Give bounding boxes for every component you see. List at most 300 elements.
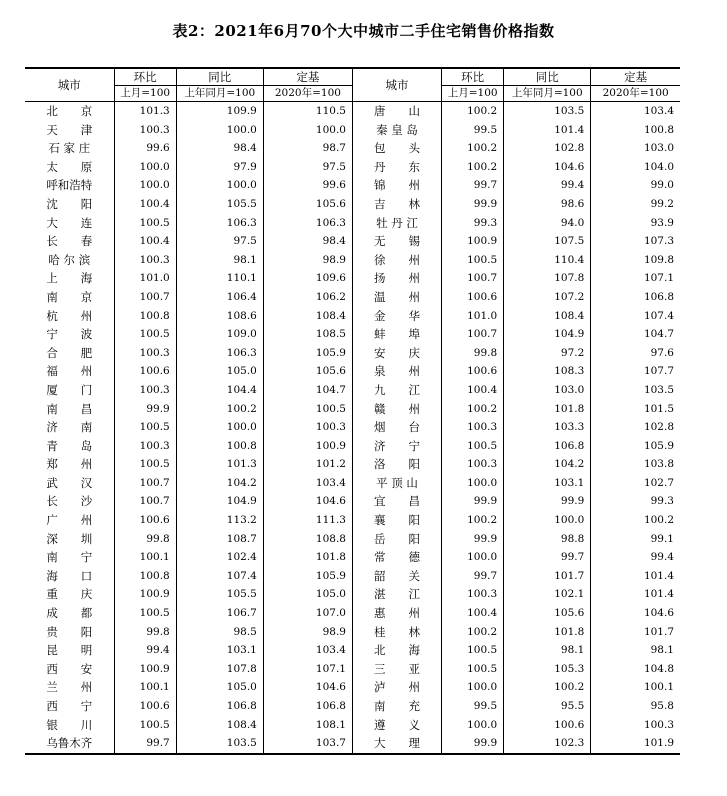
mom-value-cell: 100.5 (442, 660, 504, 679)
fixed-value-cell: 100.9 (263, 437, 352, 456)
city-name-cell: 三 亚 (352, 660, 441, 679)
fixed-value-cell: 100.2 (591, 511, 680, 530)
mom-value-cell: 101.0 (442, 307, 504, 326)
table-row (25, 288, 680, 307)
fixed-value-cell: 98.4 (263, 232, 352, 251)
city-name-cell: 长 春 (46, 234, 93, 249)
table-row (25, 585, 680, 604)
table-row (25, 121, 680, 140)
yoy-value-cell: 105.6 (504, 604, 591, 623)
yoy-value-cell: 107.5 (504, 232, 591, 251)
city-name-cell: 襄 阳 (352, 511, 441, 530)
yoy-value-cell: 104.6 (504, 158, 591, 177)
fixed-value-cell: 111.3 (263, 511, 352, 530)
fixed-value-cell: 107.3 (591, 232, 680, 251)
yoy-value-cell: 100.2 (176, 400, 263, 419)
yoy-value-cell: 107.8 (504, 269, 591, 288)
yoy-value-cell: 99.7 (504, 548, 591, 567)
fixed-value-cell: 108.8 (263, 530, 352, 549)
city-name-cell: 九 江 (352, 381, 441, 400)
yoy-value-cell: 103.1 (504, 474, 591, 493)
mom-value-cell: 99.7 (114, 734, 176, 754)
fixed-value-cell: 104.7 (263, 381, 352, 400)
city-name-cell: 岳 阳 (352, 530, 441, 549)
fixed-value-cell: 101.9 (591, 734, 680, 754)
mom-value-cell: 99.9 (442, 492, 504, 511)
city-name-cell: 乌鲁木齐 (25, 734, 114, 754)
yoy-value-cell: 104.9 (504, 325, 591, 344)
yoy-value-cell: 100.6 (504, 716, 591, 735)
city-name-cell: 烟 台 (352, 418, 441, 437)
city-name-cell: 太 原 (46, 159, 93, 174)
table-row (25, 158, 680, 177)
city-name-cell: 徐 州 (352, 251, 441, 270)
fixed-value-cell: 104.8 (591, 660, 680, 679)
mom-value-cell: 100.4 (114, 195, 176, 214)
table-row (25, 139, 680, 158)
table-title: 表2：2021年6月70个大中城市二手住宅销售价格指数 (172, 22, 555, 40)
city-name-cell: 宁 波 (46, 327, 93, 342)
city-name-cell: 厦 门 (46, 382, 93, 397)
yoy-value-cell: 100.2 (504, 678, 591, 697)
mom-value-cell: 100.3 (114, 121, 176, 140)
yoy-value-cell: 106.4 (176, 288, 263, 307)
yoy-value-cell: 106.7 (176, 604, 263, 623)
mom-value-cell: 100.1 (114, 678, 176, 697)
mom-value-cell: 99.5 (442, 697, 504, 716)
table-row (25, 418, 680, 437)
yoy-value-cell: 98.5 (176, 623, 263, 642)
mom-value-cell: 99.9 (442, 734, 504, 754)
mom-value-cell: 100.5 (114, 455, 176, 474)
table-row (25, 307, 680, 326)
mom-value-cell: 100.3 (114, 251, 176, 270)
mom-value-cell: 100.9 (114, 660, 176, 679)
mom-value-cell: 99.8 (114, 530, 176, 549)
mom-value-cell: 100.3 (442, 585, 504, 604)
header-mom-base-left: 上月=100 (114, 86, 176, 102)
mom-value-cell: 100.2 (442, 102, 504, 121)
mom-value-cell: 101.3 (114, 102, 176, 121)
table-row (25, 344, 680, 363)
mom-value-cell: 99.9 (114, 400, 176, 419)
fixed-value-cell: 100.3 (263, 418, 352, 437)
fixed-value-cell: 100.5 (263, 400, 352, 419)
header-fixed-left: 定基 (263, 68, 352, 86)
yoy-value-cell: 99.9 (504, 492, 591, 511)
table-row (25, 492, 680, 511)
table-row (25, 604, 680, 623)
fixed-value-cell: 98.7 (263, 139, 352, 158)
city-name-cell: 武 汉 (46, 475, 93, 490)
table-row (25, 716, 680, 735)
fixed-value-cell: 104.6 (591, 604, 680, 623)
fixed-value-cell: 101.4 (591, 585, 680, 604)
fixed-value-cell: 99.0 (591, 176, 680, 195)
mom-value-cell: 100.7 (442, 325, 504, 344)
city-name-cell: 南 宁 (46, 550, 93, 565)
table-row (25, 567, 680, 586)
city-name-cell: 北 京 (46, 104, 93, 118)
yoy-value-cell: 97.2 (504, 344, 591, 363)
mom-value-cell: 99.5 (442, 121, 504, 140)
fixed-value-cell: 109.6 (263, 269, 352, 288)
fixed-value-cell: 101.7 (591, 623, 680, 642)
city-name-cell: 重 庆 (46, 587, 93, 602)
table-row (25, 623, 680, 642)
mom-value-cell: 100.6 (442, 288, 504, 307)
mom-value-cell: 100.2 (442, 400, 504, 419)
city-name-cell: 贵 阳 (46, 624, 93, 639)
fixed-value-cell: 103.7 (263, 734, 352, 754)
fixed-value-cell: 107.1 (591, 269, 680, 288)
fixed-value-cell: 103.4 (591, 102, 680, 121)
mom-value-cell: 100.0 (442, 678, 504, 697)
yoy-value-cell: 110.4 (504, 251, 591, 270)
header-yoy-left: 同比 (176, 68, 263, 86)
yoy-value-cell: 97.5 (176, 232, 263, 251)
table-row (25, 548, 680, 567)
yoy-value-cell: 104.2 (176, 474, 263, 493)
city-name-cell: 宜 昌 (352, 492, 441, 511)
price-index-table (25, 67, 680, 755)
yoy-value-cell: 104.2 (504, 455, 591, 474)
yoy-value-cell: 99.4 (504, 176, 591, 195)
header-yoy-right: 同比 (504, 68, 591, 86)
yoy-value-cell: 100.0 (176, 176, 263, 195)
yoy-value-cell: 109.9 (176, 102, 263, 121)
mom-value-cell: 99.8 (442, 344, 504, 363)
yoy-value-cell: 98.1 (504, 641, 591, 660)
city-name-cell: 湛 江 (352, 585, 441, 604)
fixed-value-cell: 103.5 (591, 381, 680, 400)
city-name-cell: 安 庆 (352, 344, 441, 363)
yoy-value-cell: 102.4 (176, 548, 263, 567)
yoy-value-cell: 110.1 (176, 269, 263, 288)
yoy-value-cell: 105.0 (176, 362, 263, 381)
mom-value-cell: 100.3 (442, 455, 504, 474)
city-name-cell: 呼和浩特 (46, 178, 93, 193)
mom-value-cell: 100.1 (114, 548, 176, 567)
fixed-value-cell: 99.1 (591, 530, 680, 549)
fixed-value-cell: 106.8 (263, 697, 352, 716)
city-name-cell: 平 顶 山 (352, 474, 441, 493)
yoy-value-cell: 105.0 (176, 678, 263, 697)
city-name-cell: 广 州 (46, 513, 93, 528)
table-row (25, 362, 680, 381)
mom-value-cell: 100.0 (442, 474, 504, 493)
fixed-value-cell: 107.7 (591, 362, 680, 381)
header-city-left: 城市 (25, 68, 114, 102)
yoy-value-cell: 101.8 (504, 400, 591, 419)
fixed-value-cell: 103.4 (263, 474, 352, 493)
city-name-cell: 遵 义 (352, 716, 441, 735)
yoy-value-cell: 100.8 (176, 437, 263, 456)
yoy-value-cell: 105.5 (176, 585, 263, 604)
mom-value-cell: 100.9 (114, 585, 176, 604)
fixed-value-cell: 106.3 (263, 214, 352, 233)
table-row (25, 437, 680, 456)
table-row (25, 734, 680, 754)
city-name-cell: 长 沙 (46, 494, 93, 509)
table-row (25, 474, 680, 493)
header-mom-left: 环比 (114, 68, 176, 86)
yoy-value-cell: 104.9 (176, 492, 263, 511)
table-row (25, 400, 680, 419)
fixed-value-cell: 98.9 (263, 623, 352, 642)
yoy-value-cell: 101.7 (504, 567, 591, 586)
yoy-value-cell: 106.3 (176, 214, 263, 233)
yoy-value-cell: 102.1 (504, 585, 591, 604)
fixed-value-cell: 108.5 (263, 325, 352, 344)
table-row (25, 530, 680, 549)
mom-value-cell: 100.3 (442, 418, 504, 437)
yoy-value-cell: 106.3 (176, 344, 263, 363)
fixed-value-cell: 100.0 (263, 121, 352, 140)
table-header (25, 68, 680, 102)
fixed-value-cell: 101.8 (263, 548, 352, 567)
mom-value-cell: 100.5 (442, 437, 504, 456)
mom-value-cell: 100.3 (114, 381, 176, 400)
mom-value-cell: 99.9 (442, 195, 504, 214)
mom-value-cell: 100.6 (114, 362, 176, 381)
fixed-value-cell: 108.1 (263, 716, 352, 735)
table-row (25, 641, 680, 660)
mom-value-cell: 100.2 (442, 511, 504, 530)
city-name-cell: 杭 州 (46, 308, 93, 323)
header-fixed-right: 定基 (591, 68, 680, 86)
header-city-right: 城市 (352, 68, 441, 102)
yoy-value-cell: 107.2 (504, 288, 591, 307)
fixed-value-cell: 101.4 (591, 567, 680, 586)
fixed-value-cell: 104.7 (591, 325, 680, 344)
mom-value-cell: 100.8 (114, 307, 176, 326)
fixed-value-cell: 105.6 (263, 195, 352, 214)
city-name-cell: 南 京 (46, 289, 93, 304)
table-row (25, 455, 680, 474)
city-name-cell: 锦 州 (352, 176, 441, 195)
mom-value-cell: 100.4 (114, 232, 176, 251)
yoy-value-cell: 103.0 (504, 381, 591, 400)
mom-value-cell: 99.7 (442, 567, 504, 586)
city-name-cell: 金 华 (352, 307, 441, 326)
fixed-value-cell: 98.9 (263, 251, 352, 270)
city-name-cell: 深 圳 (46, 531, 93, 546)
table-row (25, 381, 680, 400)
city-name-cell: 福 州 (46, 364, 93, 379)
yoy-value-cell: 108.4 (176, 716, 263, 735)
city-name-cell: 郑 州 (46, 457, 93, 472)
yoy-value-cell: 113.2 (176, 511, 263, 530)
mom-value-cell: 100.0 (442, 716, 504, 735)
yoy-value-cell: 109.0 (176, 325, 263, 344)
table-row (25, 660, 680, 679)
table-row (25, 697, 680, 716)
city-name-cell: 秦 皇 岛 (352, 121, 441, 140)
table-body (25, 102, 680, 754)
mom-value-cell: 100.5 (114, 418, 176, 437)
city-name-cell: 哈 尔 滨 (48, 252, 91, 267)
mom-value-cell: 100.5 (442, 251, 504, 270)
city-name-cell: 蚌 埠 (352, 325, 441, 344)
table-row (25, 678, 680, 697)
header-fixed-base-right: 2020年=100 (591, 86, 680, 102)
city-name-cell: 昆 明 (46, 643, 93, 658)
yoy-value-cell: 100.0 (504, 511, 591, 530)
mom-value-cell: 99.3 (442, 214, 504, 233)
table-row (25, 214, 680, 233)
yoy-value-cell: 106.8 (504, 437, 591, 456)
table-row (25, 251, 680, 270)
city-name-cell: 合 肥 (46, 345, 93, 360)
fixed-value-cell: 105.9 (591, 437, 680, 456)
yoy-value-cell: 103.3 (504, 418, 591, 437)
mom-value-cell: 100.7 (114, 492, 176, 511)
mom-value-cell: 100.0 (114, 176, 176, 195)
mom-value-cell: 99.4 (114, 641, 176, 660)
yoy-value-cell: 102.8 (504, 139, 591, 158)
city-name-cell: 惠 州 (352, 604, 441, 623)
yoy-value-cell: 98.4 (176, 139, 263, 158)
city-name-cell: 赣 州 (352, 400, 441, 419)
city-name-cell: 成 都 (46, 606, 93, 621)
yoy-value-cell: 100.0 (176, 418, 263, 437)
yoy-value-cell: 100.0 (176, 121, 263, 140)
fixed-value-cell: 104.0 (591, 158, 680, 177)
yoy-value-cell: 108.4 (504, 307, 591, 326)
header-mom-right: 环比 (442, 68, 504, 86)
fixed-value-cell: 99.6 (263, 176, 352, 195)
yoy-value-cell: 102.3 (504, 734, 591, 754)
yoy-value-cell: 105.3 (504, 660, 591, 679)
mom-value-cell: 99.8 (114, 623, 176, 642)
city-name-cell: 丹 东 (352, 158, 441, 177)
fixed-value-cell: 103.0 (591, 139, 680, 158)
fixed-value-cell: 103.8 (591, 455, 680, 474)
fixed-value-cell: 100.8 (591, 121, 680, 140)
mom-value-cell: 100.3 (114, 437, 176, 456)
yoy-value-cell: 108.3 (504, 362, 591, 381)
fixed-value-cell: 101.5 (591, 400, 680, 419)
table-row (25, 511, 680, 530)
fixed-value-cell: 98.1 (591, 641, 680, 660)
yoy-value-cell: 101.4 (504, 121, 591, 140)
fixed-value-cell: 99.4 (591, 548, 680, 567)
fixed-value-cell: 107.1 (263, 660, 352, 679)
city-name-cell: 桂 林 (352, 623, 441, 642)
city-name-cell: 吉 林 (352, 195, 441, 214)
fixed-value-cell: 100.1 (591, 678, 680, 697)
city-name-cell: 泸 州 (352, 678, 441, 697)
yoy-value-cell: 106.8 (176, 697, 263, 716)
header-yoy-base-right: 上年同月=100 (504, 86, 591, 102)
fixed-value-cell: 103.4 (263, 641, 352, 660)
fixed-value-cell: 93.9 (591, 214, 680, 233)
city-name-cell: 唐 山 (352, 102, 441, 121)
yoy-value-cell: 103.5 (504, 102, 591, 121)
table-row (25, 176, 680, 195)
city-name-cell: 南 充 (352, 697, 441, 716)
fixed-value-cell: 97.6 (591, 344, 680, 363)
city-name-cell: 石 家 庄 (48, 141, 91, 156)
city-name-cell: 天 津 (46, 122, 93, 137)
mom-value-cell: 100.7 (442, 269, 504, 288)
mom-value-cell: 100.0 (114, 158, 176, 177)
fixed-value-cell: 99.3 (591, 492, 680, 511)
yoy-value-cell: 103.5 (176, 734, 263, 754)
city-name-cell: 西 安 (46, 661, 93, 676)
mom-value-cell: 101.0 (114, 269, 176, 288)
yoy-value-cell: 108.6 (176, 307, 263, 326)
mom-value-cell: 99.6 (114, 139, 176, 158)
fixed-value-cell: 107.4 (591, 307, 680, 326)
table-row (25, 102, 680, 121)
city-name-cell: 牡 丹 江 (352, 214, 441, 233)
mom-value-cell: 100.2 (442, 158, 504, 177)
mom-value-cell: 100.2 (442, 139, 504, 158)
fixed-value-cell: 105.6 (263, 362, 352, 381)
mom-value-cell: 100.5 (114, 325, 176, 344)
city-name-cell: 大 理 (352, 734, 441, 754)
city-name-cell: 扬 州 (352, 269, 441, 288)
fixed-value-cell: 102.7 (591, 474, 680, 493)
mom-value-cell: 99.9 (442, 530, 504, 549)
fixed-value-cell: 105.0 (263, 585, 352, 604)
city-name-cell: 济 南 (46, 420, 93, 435)
mom-value-cell: 100.9 (442, 232, 504, 251)
header-yoy-base-left: 上年同月=100 (176, 86, 263, 102)
yoy-value-cell: 101.3 (176, 455, 263, 474)
header-mom-base-right: 上月=100 (442, 86, 504, 102)
fixed-value-cell: 100.3 (591, 716, 680, 735)
yoy-value-cell: 103.1 (176, 641, 263, 660)
yoy-value-cell: 104.4 (176, 381, 263, 400)
city-name-cell: 银 川 (46, 717, 93, 732)
city-name-cell: 上 海 (46, 271, 93, 286)
mom-value-cell: 100.5 (114, 604, 176, 623)
city-name-cell: 洛 阳 (352, 455, 441, 474)
fixed-value-cell: 95.8 (591, 697, 680, 716)
mom-value-cell: 100.5 (114, 716, 176, 735)
city-name-cell: 大 连 (46, 215, 93, 230)
fixed-value-cell: 102.8 (591, 418, 680, 437)
mom-value-cell: 100.0 (442, 548, 504, 567)
fixed-value-cell: 108.4 (263, 307, 352, 326)
yoy-value-cell: 98.6 (504, 195, 591, 214)
mom-value-cell: 100.6 (114, 697, 176, 716)
table-row (25, 232, 680, 251)
fixed-value-cell: 99.2 (591, 195, 680, 214)
header-fixed-base-left: 2020年=100 (263, 86, 352, 102)
fixed-value-cell: 105.9 (263, 344, 352, 363)
fixed-value-cell: 110.5 (263, 102, 352, 121)
fixed-value-cell: 101.2 (263, 455, 352, 474)
fixed-value-cell: 104.6 (263, 492, 352, 511)
city-name-cell: 济 宁 (352, 437, 441, 456)
yoy-value-cell: 98.1 (176, 251, 263, 270)
fixed-value-cell: 106.8 (591, 288, 680, 307)
yoy-value-cell: 98.8 (504, 530, 591, 549)
city-name-cell: 南 昌 (46, 401, 93, 416)
mom-value-cell: 100.8 (114, 567, 176, 586)
table-row (25, 269, 680, 288)
yoy-value-cell: 107.4 (176, 567, 263, 586)
mom-value-cell: 100.4 (442, 604, 504, 623)
yoy-value-cell: 94.0 (504, 214, 591, 233)
mom-value-cell: 100.6 (442, 362, 504, 381)
city-name-cell: 无 锡 (352, 232, 441, 251)
yoy-value-cell: 108.7 (176, 530, 263, 549)
